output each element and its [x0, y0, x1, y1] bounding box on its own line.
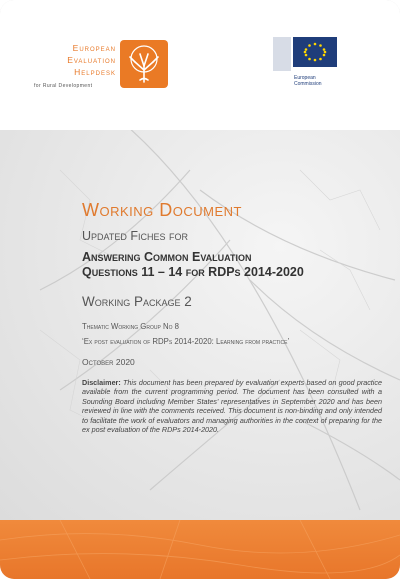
helpdesk-subtitle: for Rural Development	[34, 83, 93, 89]
title-line-1: Answering Common Evaluation	[82, 250, 252, 264]
helpdesk-name	[62, 42, 116, 78]
subtitle-line-1: Updated Fiches for	[82, 229, 188, 243]
ec-label	[294, 75, 322, 87]
publication-date: October 2020	[82, 357, 135, 367]
eu-flag-icon	[293, 37, 337, 67]
disclaimer-label: Disclaimer:	[82, 378, 121, 387]
cover-content	[82, 200, 382, 434]
document-type: Working Document	[82, 200, 242, 220]
helpdesk-line-3: Helpdesk	[74, 67, 116, 77]
thematic-group: Thematic Working Group No 8	[82, 322, 180, 331]
disclaimer-text: This document has been prepared by evaluation experts based on good practice available from the current programming period. The document has been consulted with a Sounding Board including Member States' representatives in September 2020 and has been reviewed in line with the comments received. This document is non-binding and only intended to facilitate the work of evaluators and managing authorities in the context of preparing for the ex post evaluation of the RDPs 2014-2020.	[82, 378, 382, 435]
document-title	[82, 250, 382, 280]
ec-label-1: European	[294, 75, 316, 81]
disclaimer	[82, 378, 382, 434]
group-theme: ‘Ex post evaluation of RDPs 2014-2020: Learning from practice’	[82, 337, 290, 346]
header	[0, 0, 400, 130]
helpdesk-line-2: Evaluation	[67, 55, 116, 65]
footer-band	[0, 520, 400, 579]
ec-label-2: Commission	[294, 81, 322, 87]
helpdesk-line-1: European	[72, 43, 116, 53]
working-package: Working Package 2	[82, 294, 192, 309]
title-line-2: Questions 11 – 14 for RDPs 2014-2020	[82, 265, 304, 279]
tree-icon	[120, 40, 168, 88]
